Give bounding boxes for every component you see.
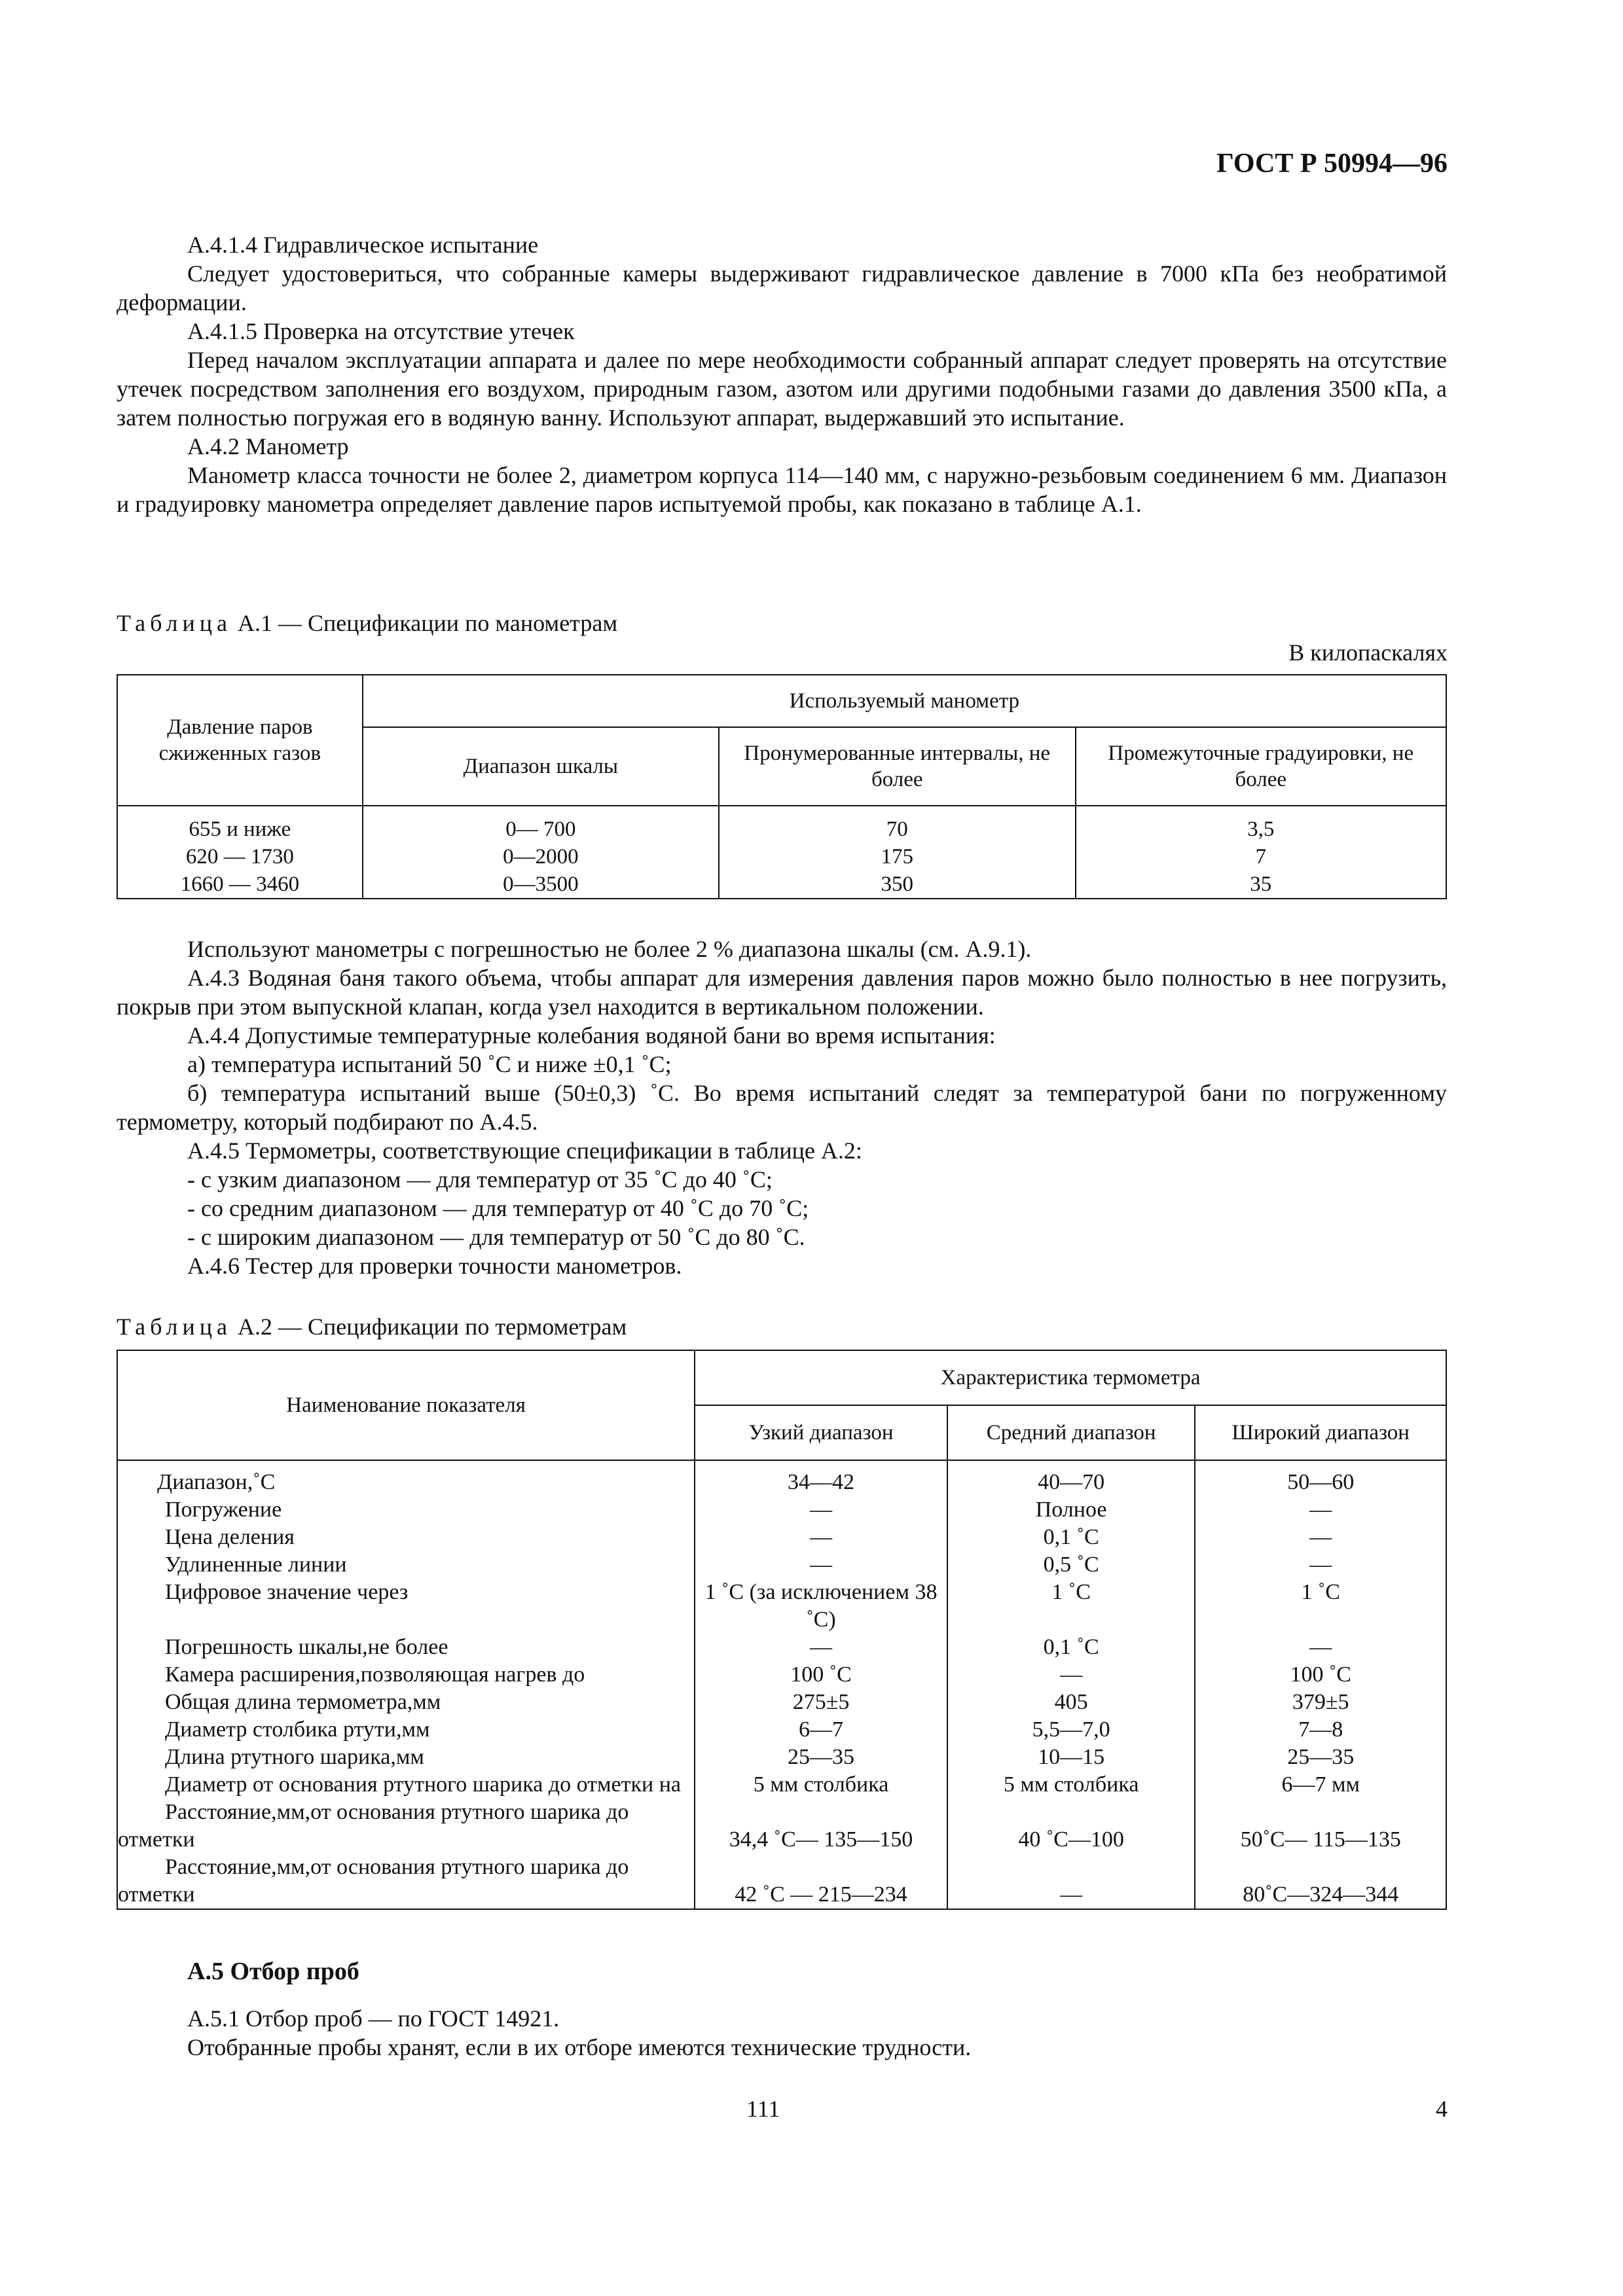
cell-name: Диаметр от основания ртутного шарика до отметки на <box>117 1771 695 1799</box>
col-header-narrow: Узкий диапазон <box>695 1405 947 1460</box>
col-header-graduations: Промежуточные градуировки, не более <box>1076 727 1446 806</box>
page-number-right: 4 <box>1436 2096 1448 2122</box>
cell: Полное <box>947 1496 1195 1524</box>
cell: 50—60 <box>1195 1460 1446 1496</box>
col-header-wide: Широкий диапазон <box>1195 1405 1446 1460</box>
col-header-medium: Средний диапазон <box>947 1405 1195 1460</box>
document-code: ГОСТ Р 50994—96 <box>1216 149 1448 179</box>
cell: 42 ˚С — 215—234 <box>695 1854 947 1909</box>
cell: 0,1 ˚С <box>947 1634 1195 1661</box>
paragraph: А.5.1 Отбор проб — по ГОСТ 14921. <box>187 2005 560 2032</box>
table-row <box>117 1689 1446 1716</box>
group-header-manometer: Используемый манометр <box>363 675 1446 727</box>
caption-text: А.2 — Спецификации по термометрам <box>231 1314 627 1340</box>
table-row <box>117 1854 1446 1909</box>
cell: 7 <box>1076 843 1446 870</box>
cell-name: Длина ртутного шарика,мм <box>117 1744 695 1771</box>
table-row <box>117 1744 1446 1771</box>
table-thermometers <box>117 1350 1447 1910</box>
paragraph: Манометр класса точности не более 2, диаметром корпуса 114—140 мм, с наружно-резьбовым соединением 6 мм. Диапазон и градуировку манометра определяет давление паров испытуемой пробы, как показано в таблице А.1. <box>117 462 1447 517</box>
cell: — <box>1195 1496 1446 1524</box>
caption-word: Таблица <box>117 1314 232 1340</box>
table-row <box>117 1634 1446 1661</box>
cell-name: Удлиненные линии <box>117 1551 695 1579</box>
list-item: - с узким диапазоном — для температур от 35 ˚С до 40 ˚С; <box>187 1166 773 1193</box>
table-row <box>117 1579 1446 1634</box>
table-row <box>117 1551 1446 1579</box>
cell: 1 ˚С (за исключением 38 ˚С) <box>695 1579 947 1634</box>
cell: — <box>695 1634 947 1661</box>
cell-name: Расстояние,мм,от основания ртутного шарика до отметки <box>117 1854 695 1909</box>
table1-units: В килопаскалях <box>1288 639 1448 666</box>
cell: 80˚С—324—344 <box>1195 1854 1446 1909</box>
paragraph: Перед началом эксплуатации аппарата и далее по мере необходимости собранный аппарат следует проверять на отсутствие утечек посредством заполнения его воздухом, природным газом, азотом или другими подобными газами до давления 3500 кПа, а затем полностью погружая его в водяную ванну. Используют аппарат, выдержавший это испытание. <box>117 347 1447 431</box>
cell: 35 <box>1076 870 1446 899</box>
cell: 6—7 мм <box>1195 1771 1446 1799</box>
table2-caption <box>117 1312 627 1341</box>
cell: 100 ˚С <box>1195 1661 1446 1689</box>
table-row <box>117 1661 1446 1689</box>
cell: 379±5 <box>1195 1689 1446 1716</box>
clause-heading: A.4.1.5 Проверка на отсутствие утечек <box>187 318 575 344</box>
cell-name: Диаметр столбика ртути,мм <box>117 1716 695 1744</box>
cell: 5 мм столбика <box>947 1771 1195 1799</box>
cell-name: Диапазон,˚С <box>117 1460 695 1496</box>
table-row <box>117 1799 1446 1854</box>
table-row <box>117 870 1446 899</box>
cell: 655 и ниже <box>117 806 363 843</box>
cell: 40 ˚С—100 <box>947 1799 1195 1854</box>
cell: 5,5—7,0 <box>947 1716 1195 1744</box>
cell-name: Цена деления <box>117 1524 695 1551</box>
paragraph: A.4.4 Допустимые температурные колебания водяной бани во время испытания: <box>187 1022 996 1049</box>
list-item: а) температура испытаний 50 ˚С и ниже ±0,1 ˚С; <box>187 1051 672 1077</box>
table-manometers <box>117 674 1447 899</box>
page-number-center: 111 <box>746 2096 780 2122</box>
paragraph: Используют манометры с погрешностью не более 2 % диапазона шкалы (см. А.9.1). <box>187 936 1032 962</box>
group-header-thermometer: Характеристика термометра <box>695 1350 1446 1405</box>
paragraph: Отобранные пробы хранят, если в их отборе имеются технические трудности. <box>187 2034 972 2060</box>
cell: 40—70 <box>947 1460 1195 1496</box>
cell: 10—15 <box>947 1744 1195 1771</box>
cell: 34—42 <box>695 1460 947 1496</box>
cell: 405 <box>947 1689 1195 1716</box>
cell: 0,5 ˚С <box>947 1551 1195 1579</box>
cell: 620 — 1730 <box>117 843 363 870</box>
cell: 3,5 <box>1076 806 1446 843</box>
cell: 34,4 ˚С— 135—150 <box>695 1799 947 1854</box>
table1-caption <box>117 609 617 637</box>
cell: 0,1 ˚С <box>947 1524 1195 1551</box>
list-item: б) температура испытаний выше (50±0,3) ˚С. Во время испытаний следят за температурой бани по погруженному термометру, который подбирают по А.4.5. <box>117 1080 1447 1135</box>
paragraph: A.4.3 Водяная баня такого объема, чтобы аппарат для измерения давления паров можно было полностью в нее погрузить, покрыв при этом выпускной клапан, когда узел находится в вертикальном положении. <box>117 965 1447 1020</box>
cell: — <box>947 1854 1195 1909</box>
top-text <box>117 230 1447 518</box>
table-row <box>117 1460 1446 1496</box>
cell: 175 <box>719 843 1076 870</box>
cell: 1 ˚С <box>947 1579 1195 1634</box>
cell: 6—7 <box>695 1716 947 1744</box>
cell: 0—2000 <box>363 843 719 870</box>
caption-text: А.1 — Спецификации по манометрам <box>231 610 618 636</box>
cell: — <box>1195 1551 1446 1579</box>
table-row <box>117 806 1446 843</box>
cell: 5 мм столбика <box>695 1771 947 1799</box>
col-header-indicator: Наименование показателя <box>117 1350 695 1460</box>
cell: — <box>695 1524 947 1551</box>
section-title: А.5 Отбор проб <box>187 1958 359 1985</box>
cell-name: Погружение <box>117 1496 695 1524</box>
middle-text <box>117 935 1447 1280</box>
table-row <box>117 1771 1446 1799</box>
cell-name: Погрешность шкалы,не более <box>117 1634 695 1661</box>
cell: 25—35 <box>695 1744 947 1771</box>
cell-name: Цифровое значение через <box>117 1579 695 1634</box>
col-header-range: Диапазон шкалы <box>363 727 719 806</box>
cell-name: Камера расширения,позволяющая нагрев до <box>117 1661 695 1689</box>
cell-name: Общая длина термометра,мм <box>117 1689 695 1716</box>
paragraph: A.4.5 Термометры, соответствующие спецификации в таблице А.2: <box>187 1138 862 1164</box>
section-text <box>117 2004 1447 2062</box>
cell: — <box>947 1661 1195 1689</box>
cell: — <box>1195 1634 1446 1661</box>
list-item: - со средним диапазоном — для температур от 40 ˚С до 70 ˚С; <box>187 1195 809 1221</box>
cell: 50˚С— 115—135 <box>1195 1799 1446 1854</box>
clause-heading: A.4.1.4 Гидравлическое испытание <box>187 232 539 258</box>
paragraph: Следует удостовериться, что собранные камеры выдерживают гидравлическое давление в 7000 кПа без необратимой деформации. <box>117 260 1447 315</box>
cell: 70 <box>719 806 1076 843</box>
cell: 350 <box>719 870 1076 899</box>
cell: 0— 700 <box>363 806 719 843</box>
table-row <box>117 843 1446 870</box>
cell: 25—35 <box>1195 1744 1446 1771</box>
caption-word: Таблица <box>117 610 232 636</box>
cell: — <box>1195 1524 1446 1551</box>
paragraph: A.4.6 Тестер для проверки точности манометров. <box>187 1253 682 1279</box>
col-header-intervals: Пронумерованные интервалы, не более <box>719 727 1076 806</box>
cell: 100 ˚С <box>695 1661 947 1689</box>
list-item: - с широким диапазоном — для температур от 50 ˚С до 80 ˚С. <box>187 1224 805 1250</box>
cell: — <box>695 1551 947 1579</box>
cell-name: Расстояние,мм,от основания ртутного шарика до отметки <box>117 1799 695 1854</box>
cell: 0—3500 <box>363 870 719 899</box>
cell: 7—8 <box>1195 1716 1446 1744</box>
cell: 1 ˚С <box>1195 1579 1446 1634</box>
cell: 1660 — 3460 <box>117 870 363 899</box>
cell: 275±5 <box>695 1689 947 1716</box>
cell: — <box>695 1496 947 1524</box>
clause-heading: A.4.2 Манометр <box>187 433 349 459</box>
col-header-pressure: Давление паров сжиженных газов <box>117 675 363 806</box>
table-row <box>117 1496 1446 1524</box>
table-row <box>117 1524 1446 1551</box>
table-row <box>117 1716 1446 1744</box>
